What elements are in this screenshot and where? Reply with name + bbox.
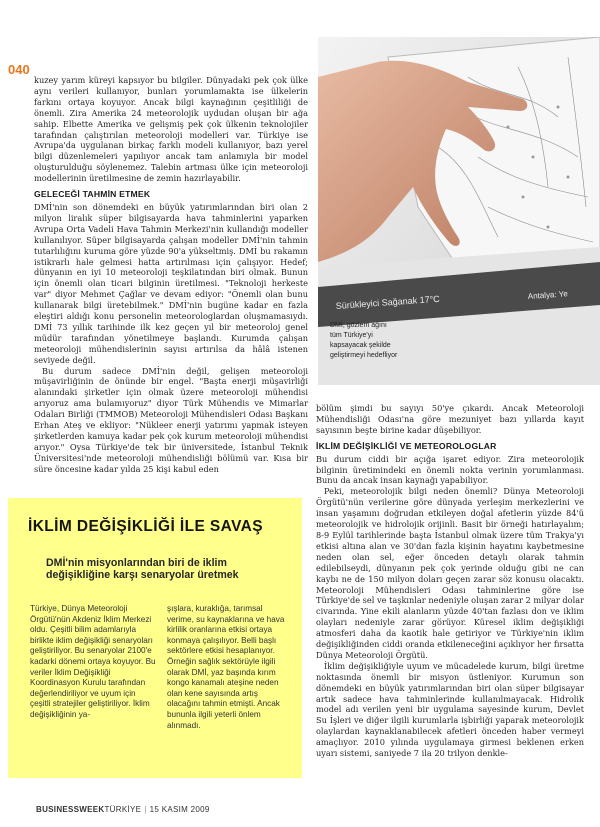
right-paragraph-2: Bu durum ciddi bir açığa işaret ediyor. Zira meteorolojik bilginin üretimindeki en önemli nokta verinin yorumlanması. Bunu da ancak insan kaynağı yapabiliyor. bbox=[316, 453, 584, 486]
map-label-2: Antalya: Ye bbox=[527, 289, 569, 301]
box-title: İKLİM DEĞİŞİKLİĞİ İLE SAVAŞ bbox=[28, 518, 263, 535]
right-column bbox=[316, 403, 584, 759]
right-paragraph-1: bölüm şimdi bu sayıyı 50'ye çıkardı. Ancak Meteoroloji Mühendisliği Odası'na göre mezuniyet bazı yıllarda kayıt sayısının beşte birine kadar düşebiliyor. bbox=[316, 403, 584, 435]
footer-brand-suffix: TÜRKİYE bbox=[104, 805, 142, 814]
right-paragraph-4: İklim değişikliğiyle uyum ve mücadelede kurum, bilgi üretme noktasında önemli bir misyon üstleniyor. Kurumun son dönemdeki en büyük yatırımlarından biri olan süper bilgisayar artık sadece hava tahminlerinde kullanılmayacak. Hidrolik model adı verilen yeni bir uygulama sayesinde kurum, Devlet Su İşleri ve diğer ilgili kurumlarla işbirliği yaparak meteorolojik olaylardan kaynaklanabilecek afetleri önceden haber vermeyi amaçlıyor. 2010 yılında uygulamaya girmesi beklenen erken uyarı sistemi, saniyede 7 ila 20 trilyon denkle- bbox=[316, 660, 584, 759]
left-column bbox=[34, 75, 308, 475]
section-heading-future: GELECEĞİ TAHMİN ETMEK bbox=[34, 189, 151, 200]
left-paragraph-3: Bu durum sadece DMİ'nin değil, gelişen meteoroloji müşavirliğinin de önünde bir engel. "Başta enerji müşavirliği alanındaki şirketler için olmak üzere meteoroloji mühendisi arıyoruz ama bulamıyoruz" diyor Türk Mühendis ve Mimarlar Odaları Birliği (TMMOB) Meteoroloji Mühendisleri Odası Başkanı Erhan Ateş ve ekliyor: "Nükleer enerji yatırımı yapmak isteyen şirketlerden kamuya kadar pek çok kurum meteoroloji mühendisi arıyor." Oysa Türkiye'de tek bir üniversitede, İstanbul Teknik Üniversitesi'nde meteoroloji mühendisliği bölümü var. Kısa bir süre öncesine kadar yılda 25 kişi kabul eden bbox=[34, 365, 308, 474]
box-column-2: şışlara, kuraklığa, tarımsal verime, su kaynaklarına ve hava kirlilik oranlarına etkisi ortaya konmaya çalışılıyor. Belli başlı sektörlere etkisi hesaplanıyor. Örneğin sağlık sektörüyle ilgili olarak DMİ, yaz başında kırım kongo kanamalı ateşine neden olan kene sayısında artış olacağını tahmin etmişti. Ancak bununla ilgili yeterli önlem alınmadı. bbox=[167, 604, 285, 730]
section-heading-climate: İKLİM DEĞİŞİKLİĞİ VE METEOROLOGLAR bbox=[316, 440, 497, 451]
box-subtitle: DMİ'nin misyonlarından biri de iklim değişikliğine karşı senaryolar üretmek bbox=[46, 557, 239, 582]
footer-date: 15 KASIM 2009 bbox=[149, 805, 210, 814]
left-paragraph-1: kuzey yarım küreyi kapsıyor bu bilgiler. Dünyadaki pek çok ülke aynı verileri kullanıyor, bunları yorumlamakta ise ülkelerin farkını ortaya koyuyor. Ancak bilgi kaynağının çeşitliliği de önemli. Zira Amerika 24 meteorolojik uydudan oluşan bir ağa sahip. Elbette Amerika ve gelişmiş pek çok ülkenin teknolojiler tarafından çalıştırılan meteoroloji modelleri var. Türkiye ise Avrupa'da uygulanan birkaç farklı modeli kullanıyor, bazı yerel bilgi düzenlemeleri yapılıyor ancak tam anlamıyla bir model oluşturulduğu söylenemez. Talebin artması ülke için meteoroloji modellerinin üretilmesine de zemin hazırlayabilir. bbox=[34, 75, 308, 184]
map-label-1: Sürükleyici Sağanak 17°C bbox=[335, 293, 441, 311]
footer bbox=[36, 805, 210, 814]
box-column-1: Türkiye, Dünya Meteoroloji Örgütü'nün Akdeniz İklim Merkezi oldu. Çeşitli bilim adamlarıyla birlikte iklim değişikliği senaryoları geliştiriliyor. Bu senaryolar 2100'e kadarki dönemi ortaya koyuyor. Bu veriler İklim Değişikliği Koordinasyon Kurulu tarafından değerlendiriliyor ve uyum için çeşitli stratejiler geliştiriliyor. İklim değişikliğinin ya- bbox=[30, 604, 156, 719]
right-paragraph-3: Peki, meteorolojik bilgi neden önemli? Dünya Meteoroloji Örgütü'nün verilerine göre dünyada yerleşim merkezlerini ve insan yaşamını doğrudan etkileyen doğal afetlerin yüzde 84'ü meteorolojik ve hidrolojik orijinli. Basit bir örneği hatırlayalım; 8-9 Eylül tarihlerinde başta İstanbul olmak üzere tüm Trakya'yı etkisi altına alan ve 30'dan fazla kişinin hayatını kaybetmesine neden olan sel, eğer önceden detaylı olarak tahmin edilebilseydi, dünyanın pek çok yerinde olduğu gibi ne can kaybı ne de 150 milyon doları geçen zarar söz konusu olacaktı. Meteoroloji Mühendisleri Odası tahminlerine göre ise Türkiye'de sel ve taşkınlar nedeniyle oluşan zarar 2 milyar dolar civarında. Yine ekili alanların yüzde 40'tan fazlası don ve iklim olayları nedeniyle zarar görüyor. Küresel iklim değişikliği atmosferi daha da kaotik hale getiriyor ve Türkiye'nin iklim değişikliğinden ciddi oranda etkileneceğini açıklıyor her fırsatta Dünya Meteoroloji Örgütü. bbox=[316, 486, 584, 660]
photo-caption: DMİ, gözlem ağını tüm Türkiye'yi kapsayacak şekilde geliştirmeyi hedefliyor bbox=[330, 322, 398, 359]
footer-separator: | bbox=[144, 805, 147, 814]
page-number: 040 bbox=[8, 62, 30, 77]
left-paragraph-2: DMİ'nin son dönemdeki en büyük yatırımlarından biri olan 2 milyon liralık süper bilgisayarda hava tahminlerini yaparken Avrupa Orta Vadeli Hava Tahmin Merkezi'nin kullandığı modeller kullanılıyor. Süper bilgisayarda çalışan modeller DMİ'nin tahmin tutarlılığını kuruma göre yüzde 90'a yükseltmiş. DMİ bu rakamın istikrarlı hale gelmesi hatta artırılması için çalışıyor. Hedef; dünyanın en iyi 10 meteoroloji teşkilatından biri olmak. Bunun için önemli olan ticari bilginin üretilmesi. "Teknoloji herkeste var" diyor Mehmet Çağlar ve devam ediyor: "Önemli olan bunu kullanarak bilgi üretebilmek." DMİ'nin bugüne kadar en fazla eleştiri aldığı konu personelin meteorologlardan oluşmamasıydı. DMİ 73 yıllık tarihinde ilk kez geçen yıl bir meteoroloj genel müdür tarafından yönetilmeye başlandı. Kurumda çalışan meteoroloji mühendislerinin sayısı artırılsa da hâlâ istenen seviyede değil. bbox=[34, 201, 308, 365]
footer-brand: BUSINESSWEEK bbox=[36, 805, 105, 814]
